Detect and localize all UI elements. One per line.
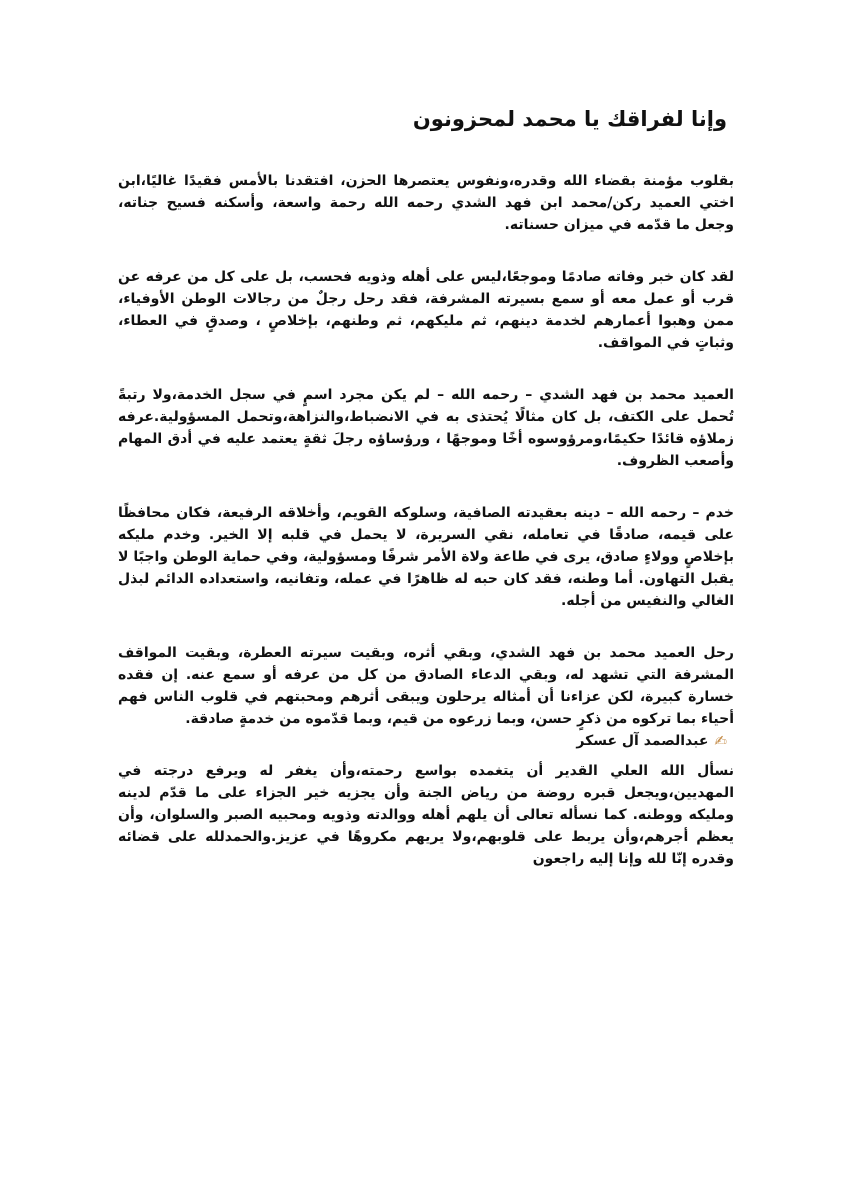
paragraph-6: نسأل الله العلي القدير أن يتغمده بواسع رحمته،وأن يغفر له ويرفع درجته في المهديين،ويجعل قبره روضة من رياض الجنة وأن يجزيه خير الجزاء على ما قدّم لدينه ومليكه ووطنه. كما نسأله تعالى أن يلهم أهله ووالدته وذويه ومحبيه الصبر والسلوان، وأن يعظم أجرهم،وأن يربط على قلوبهم،ولا يريهم مكروهًا في عزيز.والحمدلله على قضائه وقدره إنّا لله وإنا إليه راجعون	[118, 763, 734, 867]
paragraph-4: خدم – رحمه الله – دينه بعقيدته الصافية، وسلوكه القويم، وأخلاقه الرفيعة، فكان محافظًا على قيمه، صادقًا في تعامله، نقي السريرة، لا يحمل في قلبه إلا الخير. وخدم مليكه بإخلاصٍ وولاءٍ صادق، يرى في طاعة ولاة الأمر شرفًا ومسؤولية، وفي حماية الوطن واجبًا لا يقبل التهاون. أما وطنه، فقد كان حبه له ظاهرًا في عمله، وتفانيه، واستعداده الدائم لبذل الغالي والنفيس من أجله.	[118, 505, 734, 609]
signature-name: عبدالصمد آل عسكر	[576, 733, 709, 749]
paragraph-5: رحل العميد محمد بن فهد الشدي، وبقي أثره، وبقيت سيرته العطرة، وبقيت المواقف المشرفة التي تشهد له، وبقي الدعاء الصادق من كل من عرفه أو سمع عنه. إن فقده خسارة كبيرة، لكن عزاءنا أن أمثاله يرحلون ويبقى أثرهم ومحبتهم في قلوب الناس فهم أحياء بما تركوه من ذكرٍ حسن، وبما زرعوه من قيم، وبما قدّموه من خدمةٍ صادقة.	[118, 645, 734, 727]
paragraph-1: بقلوب مؤمنة بقضاء الله وقدره،ونفوس يعتصرها الحزن، افتقدنا بالأمس فقيدًا غاليًا،ابن اختي العميد ركن/محمد ابن فهد الشدي رحمه الله رحمة واسعة، وأسكنه فسيح جناته، وجعل ما قدّمه في ميزان حسناته.	[118, 173, 734, 233]
document-body	[118, 170, 734, 900]
paragraph-2: لقد كان خبر وفاته صادمًا وموجعًا،ليس على أهله وذويه فحسب، بل على كل من عرفه عن قرب أو عمل معه أو سمع بسيرته المشرفة، فقد رحل رجلٌ من رجالات الوطن الأوفياء، ممن وهبوا أعمارهم لخدمة دينهم، ثم مليكهم، ثم وطنهم، بإخلاصٍ ، وصدقٍ في العطاء، وثباتٍ في المواقف.	[118, 269, 734, 351]
signature	[576, 730, 727, 752]
paragraph-3: العميد محمد بن فهد الشدي – رحمه الله – لم يكن مجرد اسمٍ في سجل الخدمة،ولا رتبةً تُحمل على الكتف، بل كان مثالًا يُحتذى به في الانضباط،والنزاهة،وتحمل المسؤولية.عرفه زملاؤه قائدًا حكيمًا،ومرؤوسوه أخًا وموجهًا ، ورؤساؤه رجلَ ثقةٍ يعتمد عليه في أدق المهام وأصعب الظروف.	[118, 387, 734, 469]
document-title: وإنا لفراقك يا محمد لمحزونون	[412, 107, 727, 131]
writing-hand-icon: ✍	[714, 732, 727, 750]
